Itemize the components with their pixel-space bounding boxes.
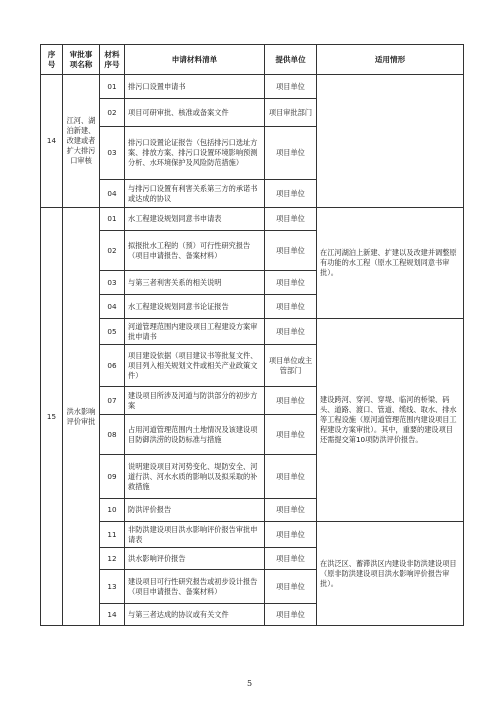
- material-name: 项目可研审批、核准或备案文件: [125, 99, 265, 127]
- header-serial-no: 序号: [41, 45, 63, 75]
- material-seq: 08: [100, 415, 125, 455]
- material-seq: 02: [100, 231, 125, 271]
- material-seq: 03: [100, 127, 125, 180]
- header-material-list: 申请材料清单: [125, 45, 265, 75]
- material-seq: 09: [100, 455, 125, 499]
- material-seq: 01: [100, 75, 125, 99]
- material-seq: 10: [100, 499, 125, 522]
- header-provider: 提供单位: [265, 45, 317, 75]
- table-row: [41, 208, 464, 231]
- header-situation: 适用情形: [317, 45, 464, 75]
- material-name: 与第三者达成的协议或有关文件: [125, 604, 265, 626]
- material-provider: 项目单位或主管部门: [265, 345, 317, 387]
- material-provider: 项目单位: [265, 522, 317, 548]
- material-provider: 项目单位: [265, 604, 317, 626]
- page-number: 5: [246, 679, 253, 688]
- material-provider: 项目单位: [265, 319, 317, 345]
- group-item-name: 江河、湖泊新建、改建或者扩大排污口审核: [63, 75, 100, 208]
- material-name: 防洪评价报告: [125, 499, 265, 522]
- material-name: 排污口设置申请书: [125, 75, 265, 99]
- material-name: 与排污口设置有利害关系第三方的承诺书或达成的协议: [125, 180, 265, 208]
- header-item-name: 审批事项名称: [63, 45, 100, 75]
- material-seq: 11: [100, 522, 125, 548]
- material-provider: 项目单位: [265, 180, 317, 208]
- material-seq: 14: [100, 604, 125, 626]
- situation-river-crossing: 建设跨河、穿河、穿堤、临河的桥梁、码头、道路、渡口、管道、缆线、取水、排水等工程设施（原河道管理范围内建设项目工程建设方案审批）。其中，重要的建设项目还需提交第10项防洪评价报告。: [317, 319, 464, 522]
- material-name: 建设项目所涉及河道与防洪部分的初步方案: [125, 387, 265, 415]
- material-seq: 12: [100, 548, 125, 570]
- material-name: 非防洪建设项目洪水影响评价报告审批申请表: [125, 522, 265, 548]
- table-header-row: [41, 45, 464, 75]
- material-name: 拟报批水工程的（预）可行性研究报告（项目申请报告、备案材料）: [125, 231, 265, 271]
- group-item-name: 洪水影响评价审批: [63, 208, 100, 626]
- material-name: 说明建设项目对河势变化、堤防安全、河道行洪、河水水质的影响以及拟采取的补救措施: [125, 455, 265, 499]
- material-seq: 02: [100, 99, 125, 127]
- material-seq: 13: [100, 570, 125, 604]
- table-row: [41, 319, 464, 345]
- material-name: 水工程建设规划同意书论证报告: [125, 295, 265, 319]
- material-provider: 项目单位: [265, 127, 317, 180]
- material-provider: 项目单位: [265, 387, 317, 415]
- material-seq: 04: [100, 295, 125, 319]
- material-provider: 项目单位: [265, 271, 317, 295]
- header-material-no: 材料序号: [100, 45, 125, 75]
- material-provider: 项目单位: [265, 570, 317, 604]
- table-row: [41, 522, 464, 548]
- situation-cell-empty: [317, 75, 464, 208]
- material-seq: 07: [100, 387, 125, 415]
- material-name: 建设项目可行性研究报告或初步设计报告（项目申请报告、备案材料）: [125, 570, 265, 604]
- material-provider: 项目单位: [265, 499, 317, 522]
- material-provider: 项目审批部门: [265, 99, 317, 127]
- material-seq: 01: [100, 208, 125, 231]
- material-seq: 03: [100, 271, 125, 295]
- group-number: 15: [41, 208, 63, 626]
- material-name: 项目建设依据（项目建议书等批复文件、项目列入相关规划文件或相关产业政策文件）: [125, 345, 265, 387]
- material-provider: 项目单位: [265, 231, 317, 271]
- material-name: 排污口设置论证报告（包括排污口选址方案、排放方案、排污口设置环境影响预测分析、水环境保护及风险防范措施）: [125, 127, 265, 180]
- situation-flood-area: 在洪泛区、蓄滞洪区内建设非防洪建设项目（原非防洪建设项目洪水影响评价报告审批）。: [317, 522, 464, 626]
- material-seq: 05: [100, 319, 125, 345]
- table-row: [41, 75, 464, 99]
- material-provider: 项目单位: [265, 415, 317, 455]
- approval-materials-table: [40, 44, 464, 626]
- material-seq: 06: [100, 345, 125, 387]
- material-name: 洪水影响评价报告: [125, 548, 265, 570]
- material-name: 水工程建设规划同意书申请表: [125, 208, 265, 231]
- material-provider: 项目单位: [265, 295, 317, 319]
- material-name: 与第三者利害关系的相关说明: [125, 271, 265, 295]
- group-number: 14: [41, 75, 63, 208]
- material-provider: 项目单位: [265, 455, 317, 499]
- material-provider: 项目单位: [265, 208, 317, 231]
- material-name: 占用河道管理范围内土地情况及该建设项目防御洪涝的设防标准与措施: [125, 415, 265, 455]
- material-seq: 04: [100, 180, 125, 208]
- material-provider: 项目单位: [265, 75, 317, 99]
- material-provider: 项目单位: [265, 548, 317, 570]
- situation-water-project: 在江河湖泊上新建、扩建以及改建并调整原有功能的水工程（原水工程规划同意书审批）。: [317, 208, 464, 319]
- material-name: 河道管理范围内建设项目工程建设方案审批申请书: [125, 319, 265, 345]
